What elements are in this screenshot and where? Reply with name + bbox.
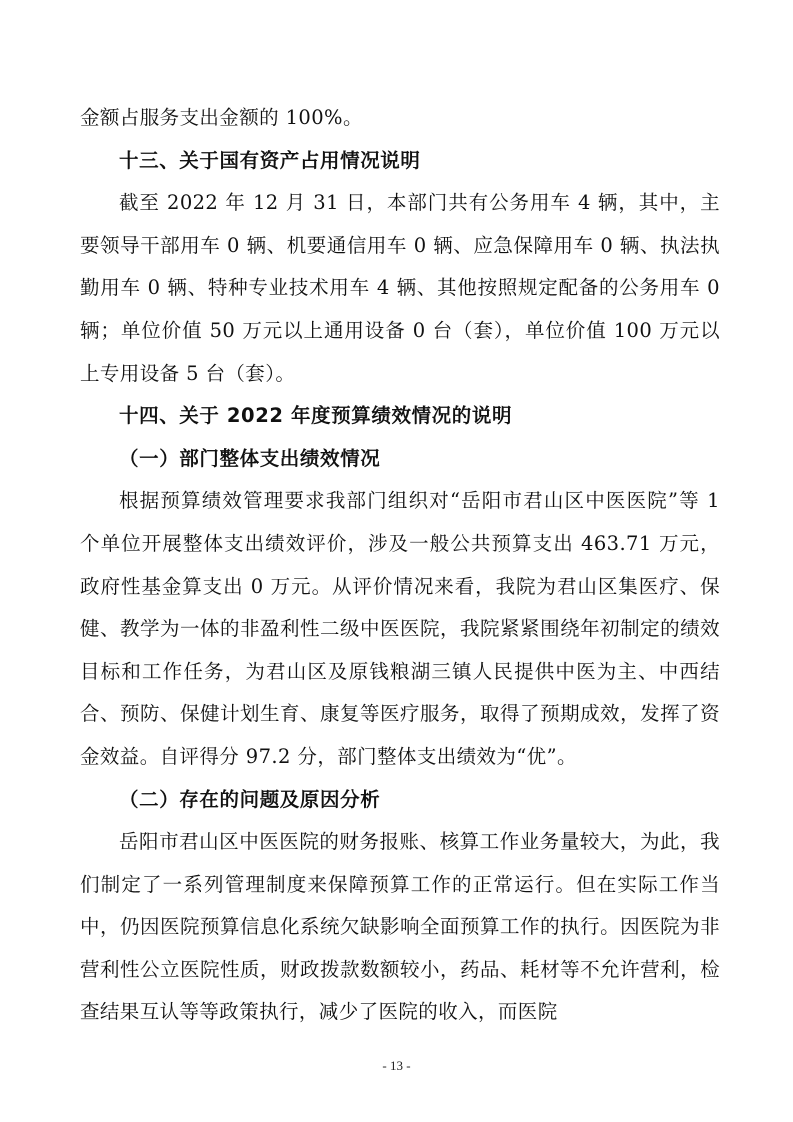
subsection-heading-1: （一）部门整体支出绩效情况 — [119, 446, 381, 470]
paragraph-continuation: 金额占服务支出金额的 100%。 — [80, 106, 363, 129]
section-heading-14: 十四、关于 2022 年度预算绩效情况的说明 — [119, 404, 513, 428]
paragraph-performance: 根据预算绩效管理要求我部门组织对“岳阳市君山区中医医院”等 1 个单位开展整体支出绩效评价，涉及一般公共预算支出 463.71 万元，政府性基金算支出 0 万元。从评价情况来看，我院为君山区集医疗、保健、教学为一体的非盈利性二级中医医院，我院紧紧围绕年初制定的绩效目标和工作任务，为君山区及原钱粮湖三镇人民提供中医为主、中西结合、预防、保健计划生育、康复等医疗服务，取得了预期成效，发挥了资金效益。自评得分 97.2 分，部门整体支出绩效为“优”。 — [80, 489, 720, 768]
paragraph-state-assets: 截至 2022 年 12 月 31 日，本部门共有公务用车 4 辆，其中，主要领导干部用车 0 辆、机要通信用车 0 辆、应急保障用车 0 辆、执法执勤用车 0 辆、特种专业技术用车 4 辆、其他按照规定配备的公务用车 0 辆；单位价值 50 万元以上通用设备 0 台（套），单位价值 100 万元以上专用设备 5 台（套）。 — [80, 191, 720, 385]
page-content — [80, 97, 720, 1034]
section-heading-13: 十三、关于国有资产占用情况说明 — [119, 148, 421, 172]
subsection-heading-2: （二）存在的问题及原因分析 — [119, 787, 381, 811]
page-number: - 13 - — [382, 1058, 411, 1073]
paragraph-problems: 岳阳市君山区中医医院的财务报账、核算工作业务量较大，为此，我们制定了一系列管理制度来保障预算工作的正常运行。但在实际工作当中，仍因医院预算信息化系统欠缺影响全面预算工作的执行。因医院为非营利性公立医院性质，财政拨款数额较小，药品、耗材等不允许营利，检查结果互认等等政策执行，减少了医院的收入，而医院 — [80, 830, 720, 1024]
